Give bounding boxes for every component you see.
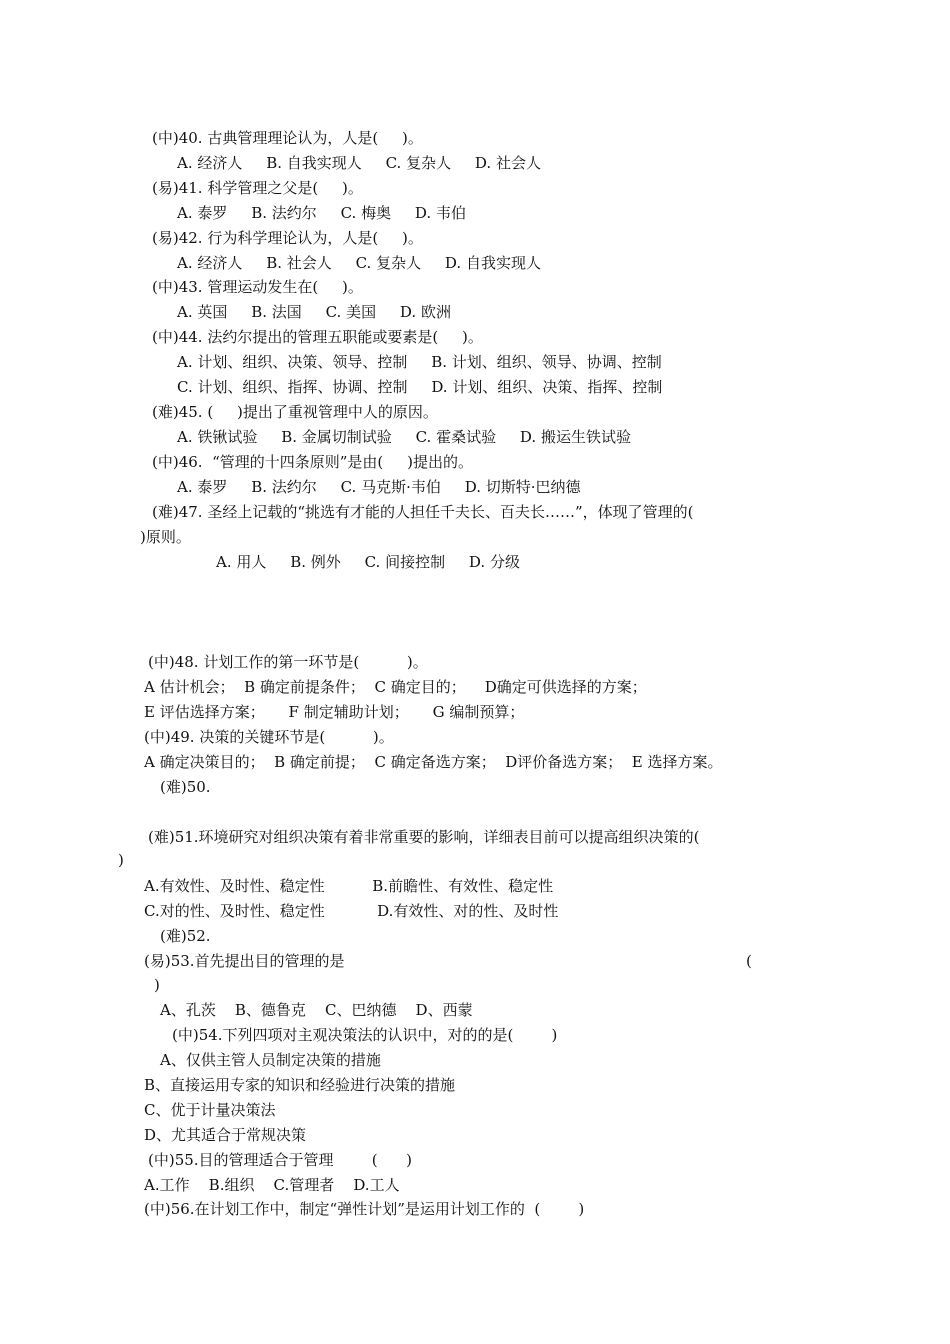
question-43: (中)43. 管理运动发生在( )。 (152, 278, 363, 296)
question-51-options-ab: A.有效性、及时性、稳定性 B.前瞻性、有效性、稳定性 (144, 877, 554, 895)
question-47-options: A. 用人 B. 例外 C. 间接控制 D. 分级 (216, 553, 520, 571)
question-48-options-2: E 评估选择方案； F 制定辅助计划； G 编制预算； (144, 703, 525, 721)
question-45: (难)45. ( )提出了重视管理中人的原因。 (152, 403, 438, 421)
question-42: (易)42. 行为科学理论认为，人是( )。 (152, 229, 423, 247)
question-55: (中)55.目的管理适合于管理 ( ) (148, 1151, 413, 1169)
question-51: (难)51.环境研究对组织决策有着非常重要的影响，详细表目前可以提高组织决策的( (148, 828, 700, 846)
question-48-options-1: A 估计机会； B 确定前提条件； C 确定目的； D确定可供选择的方案； (144, 678, 647, 696)
question-43-options: A. 英国 B. 法国 C. 美国 D. 欧洲 (177, 303, 451, 321)
question-54: (中)54.下列四项对主观决策法的认识中，对的的是( ) (172, 1026, 558, 1044)
question-53-bracket-open: ( (746, 952, 752, 970)
question-44: (中)44. 法约尔提出的管理五职能或要素是( )。 (152, 328, 483, 346)
question-56: (中)56.在计划工作中，制定“弹性计划”是运用计划工作的 ( ) (144, 1200, 585, 1218)
question-49-options: A 确定决策目的； B 确定前提； C 确定备选方案； D评价备选方案； E 选择方案。 (144, 753, 723, 771)
question-54-option-c: C、优于计量决策法 (144, 1101, 276, 1119)
question-45-options: A. 铁锹试验 B. 金属切制试验 C. 霍桑试验 D. 搬运生铁试验 (177, 428, 631, 446)
question-53-options: A、孔茨 B、德鲁克 C、巴纳德 D、西蒙 (160, 1001, 473, 1019)
question-53: (易)53.首先提出目的管理的是 (144, 952, 345, 970)
question-54-option-d: D、尤其适合于常规决策 (144, 1126, 307, 1144)
question-47: (难)47. 圣经上记载的“挑选有才能的人担任千夫长、百夫长……”，体现了管理的( (152, 503, 694, 521)
question-54-option-a: A、仅供主管人员制定决策的措施 (160, 1051, 381, 1069)
question-54-option-b: B、直接运用专家的知识和经验进行决策的措施 (144, 1076, 456, 1094)
question-48: (中)48. 计划工作的第一环节是( )。 (148, 653, 428, 671)
question-41: (易)41. 科学管理之父是( )。 (152, 179, 363, 197)
question-51-continuation: ) (118, 851, 124, 869)
question-44-options-ab: A. 计划、组织、决策、领导、控制 B. 计划、组织、领导、协调、控制 (177, 353, 662, 371)
question-49: (中)49. 决策的关键环节是( )。 (144, 728, 394, 746)
question-44-options-cd: C. 计划、组织、指挥、协调、控制 D. 计划、组织、决策、指挥、控制 (177, 378, 663, 396)
question-46: (中)46. “管理的十四条原则”是由( )提出的。 (152, 453, 473, 471)
question-53-bracket-close: ) (154, 976, 160, 994)
question-47-continuation: )原则。 (140, 528, 191, 546)
question-55-options: A.工作 B.组织 C.管理者 D.工人 (144, 1176, 400, 1194)
question-40-options: A. 经济人 B. 自我实现人 C. 复杂人 D. 社会人 (177, 154, 541, 172)
question-50: (难)50. (160, 778, 211, 796)
question-51-options-cd: C.对的性、及时性、稳定性 D.有效性、对的性、及时性 (144, 902, 559, 920)
question-46-options: A. 泰罗 B. 法约尔 C. 马克斯·韦伯 D. 切斯特·巴纳德 (177, 478, 581, 496)
question-40: (中)40. 古典管理理论认为，人是( )。 (152, 129, 423, 147)
question-52: (难)52. (160, 927, 211, 945)
question-42-options: A. 经济人 B. 社会人 C. 复杂人 D. 自我实现人 (177, 254, 541, 272)
question-41-options: A. 泰罗 B. 法约尔 C. 梅奥 D. 韦伯 (177, 204, 466, 222)
